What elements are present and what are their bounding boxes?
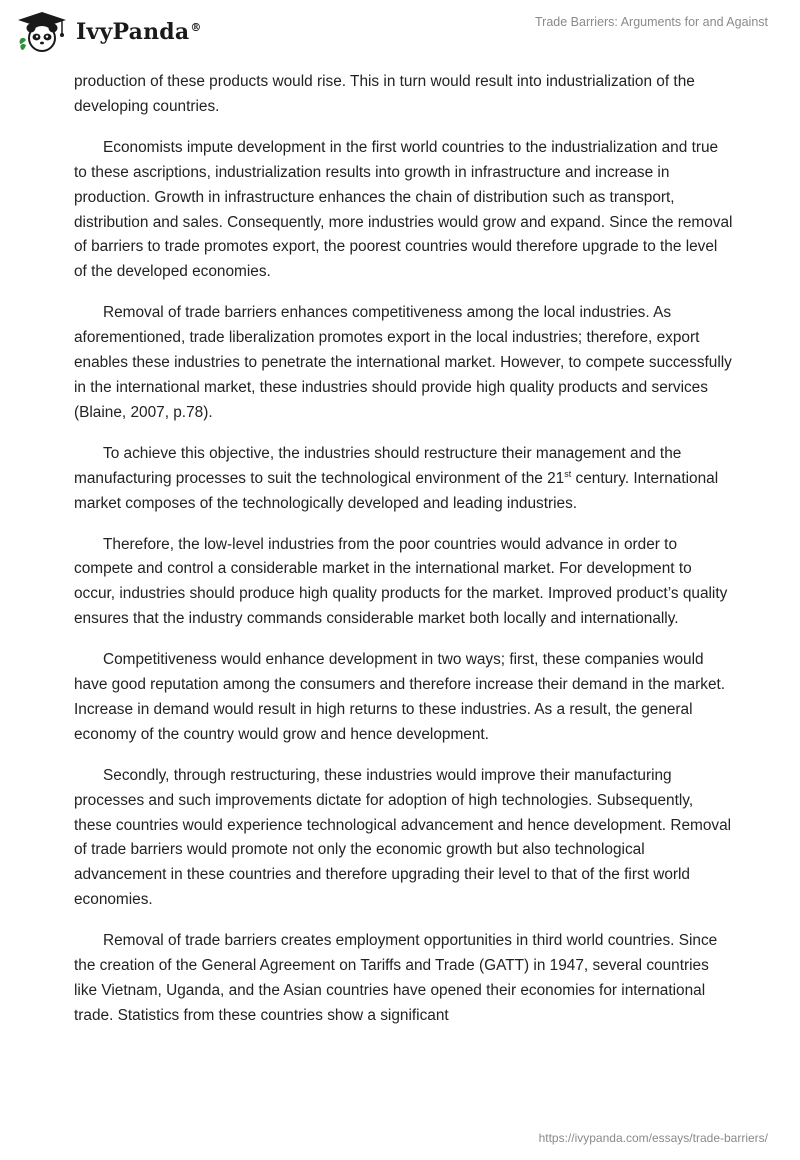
brand-name: IvyPanda® xyxy=(76,19,202,45)
document-title: Trade Barriers: Arguments for and Against xyxy=(535,15,768,29)
paragraph: Secondly, through restructuring, these industries would improve their manufacturing processes and such improvements dictate for adoption of high technologies. Subsequently, these countries would experience technological advancement and hence development. Removal of trade barriers would promote not only the economic growth but also technological advancement in these countries and therefore upgrading their level to that of the first world economies. xyxy=(74,766,732,909)
paragraph: Removal of trade barriers creates employment opportunities in third world countries. Since the creation of the General Agreement on Tariffs and Trade (GATT) in 1947, several countries like Vietnam, Uganda, and the Asian countries have opened their economies for international trade. Statistics from these countries show a significant xyxy=(74,932,718,1024)
essay-body xyxy=(74,70,734,1045)
paragraph-text: century. International market composes of the technologically developed and leading industries. xyxy=(74,469,719,512)
paragraph: Therefore, the low-level industries from the poor countries would advance in order to compete and control a considerable market in the international market. For development to occur, industries should produce high quality products for the market. Improved product’s quality ensures that the industry commands considerable market both locally and internationally. xyxy=(74,535,728,628)
source-url-link[interactable]: https://ivypanda.com/essays/trade-barriers/ xyxy=(538,1131,768,1145)
panda-logo-icon xyxy=(14,10,70,54)
paragraph: Removal of trade barriers enhances competitiveness among the local industries. As aforementioned, trade liberalization promotes export in the local industries; therefore, export enables these industries to penetrate the international market. However, to compete successfully in the international market, these industries should provide high quality products and services (Blaine, 2007, p.78). xyxy=(74,304,732,421)
page-header xyxy=(0,0,800,66)
ordinal-suffix: st xyxy=(564,468,572,479)
paragraph: production of these products would rise. This in turn would result into industrialization of the developing countries. xyxy=(74,73,695,115)
paragraph: Competitiveness would enhance development in two ways; first, these companies would have good reputation among the consumers and therefore increase their demand in the market. Increase in demand would result in high returns to these industries. As a result, the general economy of the country would grow and hence development. xyxy=(74,651,726,743)
brand-logo[interactable] xyxy=(14,10,202,54)
paragraph: Economists impute development in the first world countries to the industrialization and true to these ascriptions, industrialization results into growth in infrastructure and increase in production. Growth in infrastructure enhances the chain of distribution such as transport, distribution and sales. Consequently, more industries would grow and expand. Since the removal of barriers to trade promotes export, the poorest countries would therefore upgrade to the level of the developed economies. xyxy=(74,138,733,281)
paragraph-text: To achieve this objective, the industries should restructure their management and the manufacturing processes to suit the technological environment of the 21 xyxy=(74,444,682,487)
registered-mark: ® xyxy=(190,20,202,34)
paragraph xyxy=(74,442,734,517)
